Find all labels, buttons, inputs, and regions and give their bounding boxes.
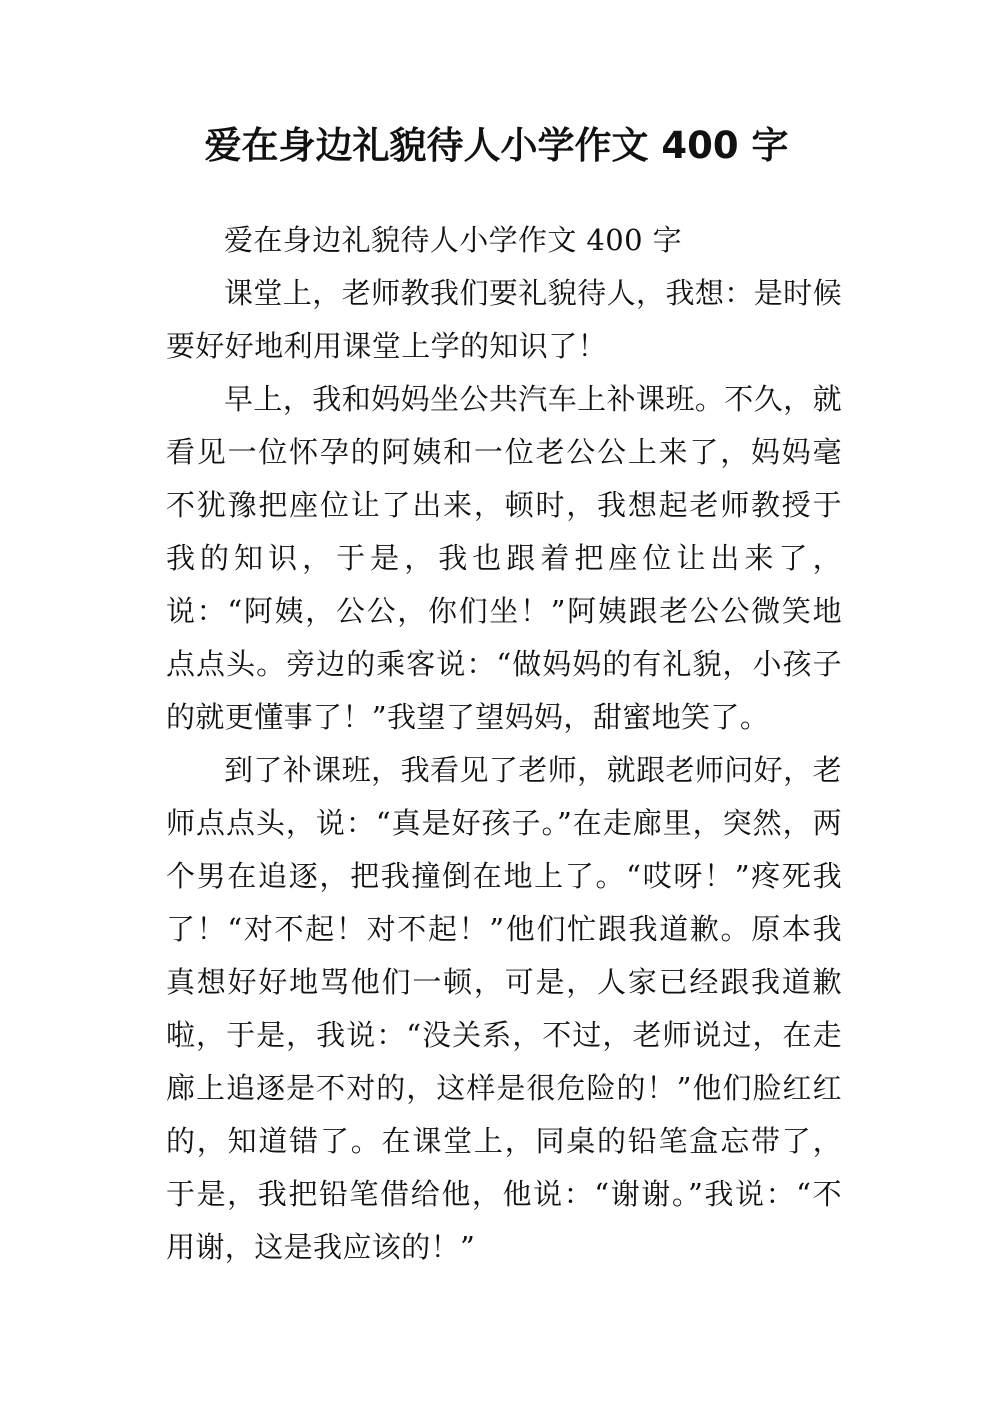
paragraph-3: 到了补课班，我看见了老师，就跟老师问好，老师点点头，说：“真是好孩子。”在走廊里，突然，两个男在追逐，把我撞倒在地上了。“哎呀！”疼死我了！“对不起！对不起！”他们忙跟我道歉。原本我真想好好地骂他们一顿，可是，人家已经跟我道歉啦，于是，我说：“没关系，不过，老师说过，在走廊上追逐是不对的，这样是很危险的！”他们脸红红的，知道错了。在课堂上，同桌的铅笔盒忘带了，于是，我把铅笔借给他，他说：“谢谢。”我说：“不用谢，这是我应该的！” [166,753,842,1264]
document-title: 爱在身边礼貌待人小学作文 400 字 [204,124,789,167]
paragraph-1: 课堂上，老师教我们要礼貌待人，我想：是时候要好好地利用课堂上学的知识了！ [166,276,842,363]
paragraph-2: 早上，我和妈妈坐公共汽车上补课班。不久，就看见一位怀孕的阿姨和一位老公公上来了，妈妈毫不犹豫把座位让了出来，顿时，我想起老师教授于我的知识，于是，我也跟着把座位让出来了，说：“阿姨，公公，你们坐！”阿姨跟老公公微笑地点点头。旁边的乘客说：“做妈妈的有礼貌，小孩子的就更懂事了！”我望了望妈妈，甜蜜地笑了。 [166,382,842,734]
paragraph-heading: 爱在身边礼貌待人小学作文 400 字 [224,223,682,257]
document-body [166,214,842,1274]
